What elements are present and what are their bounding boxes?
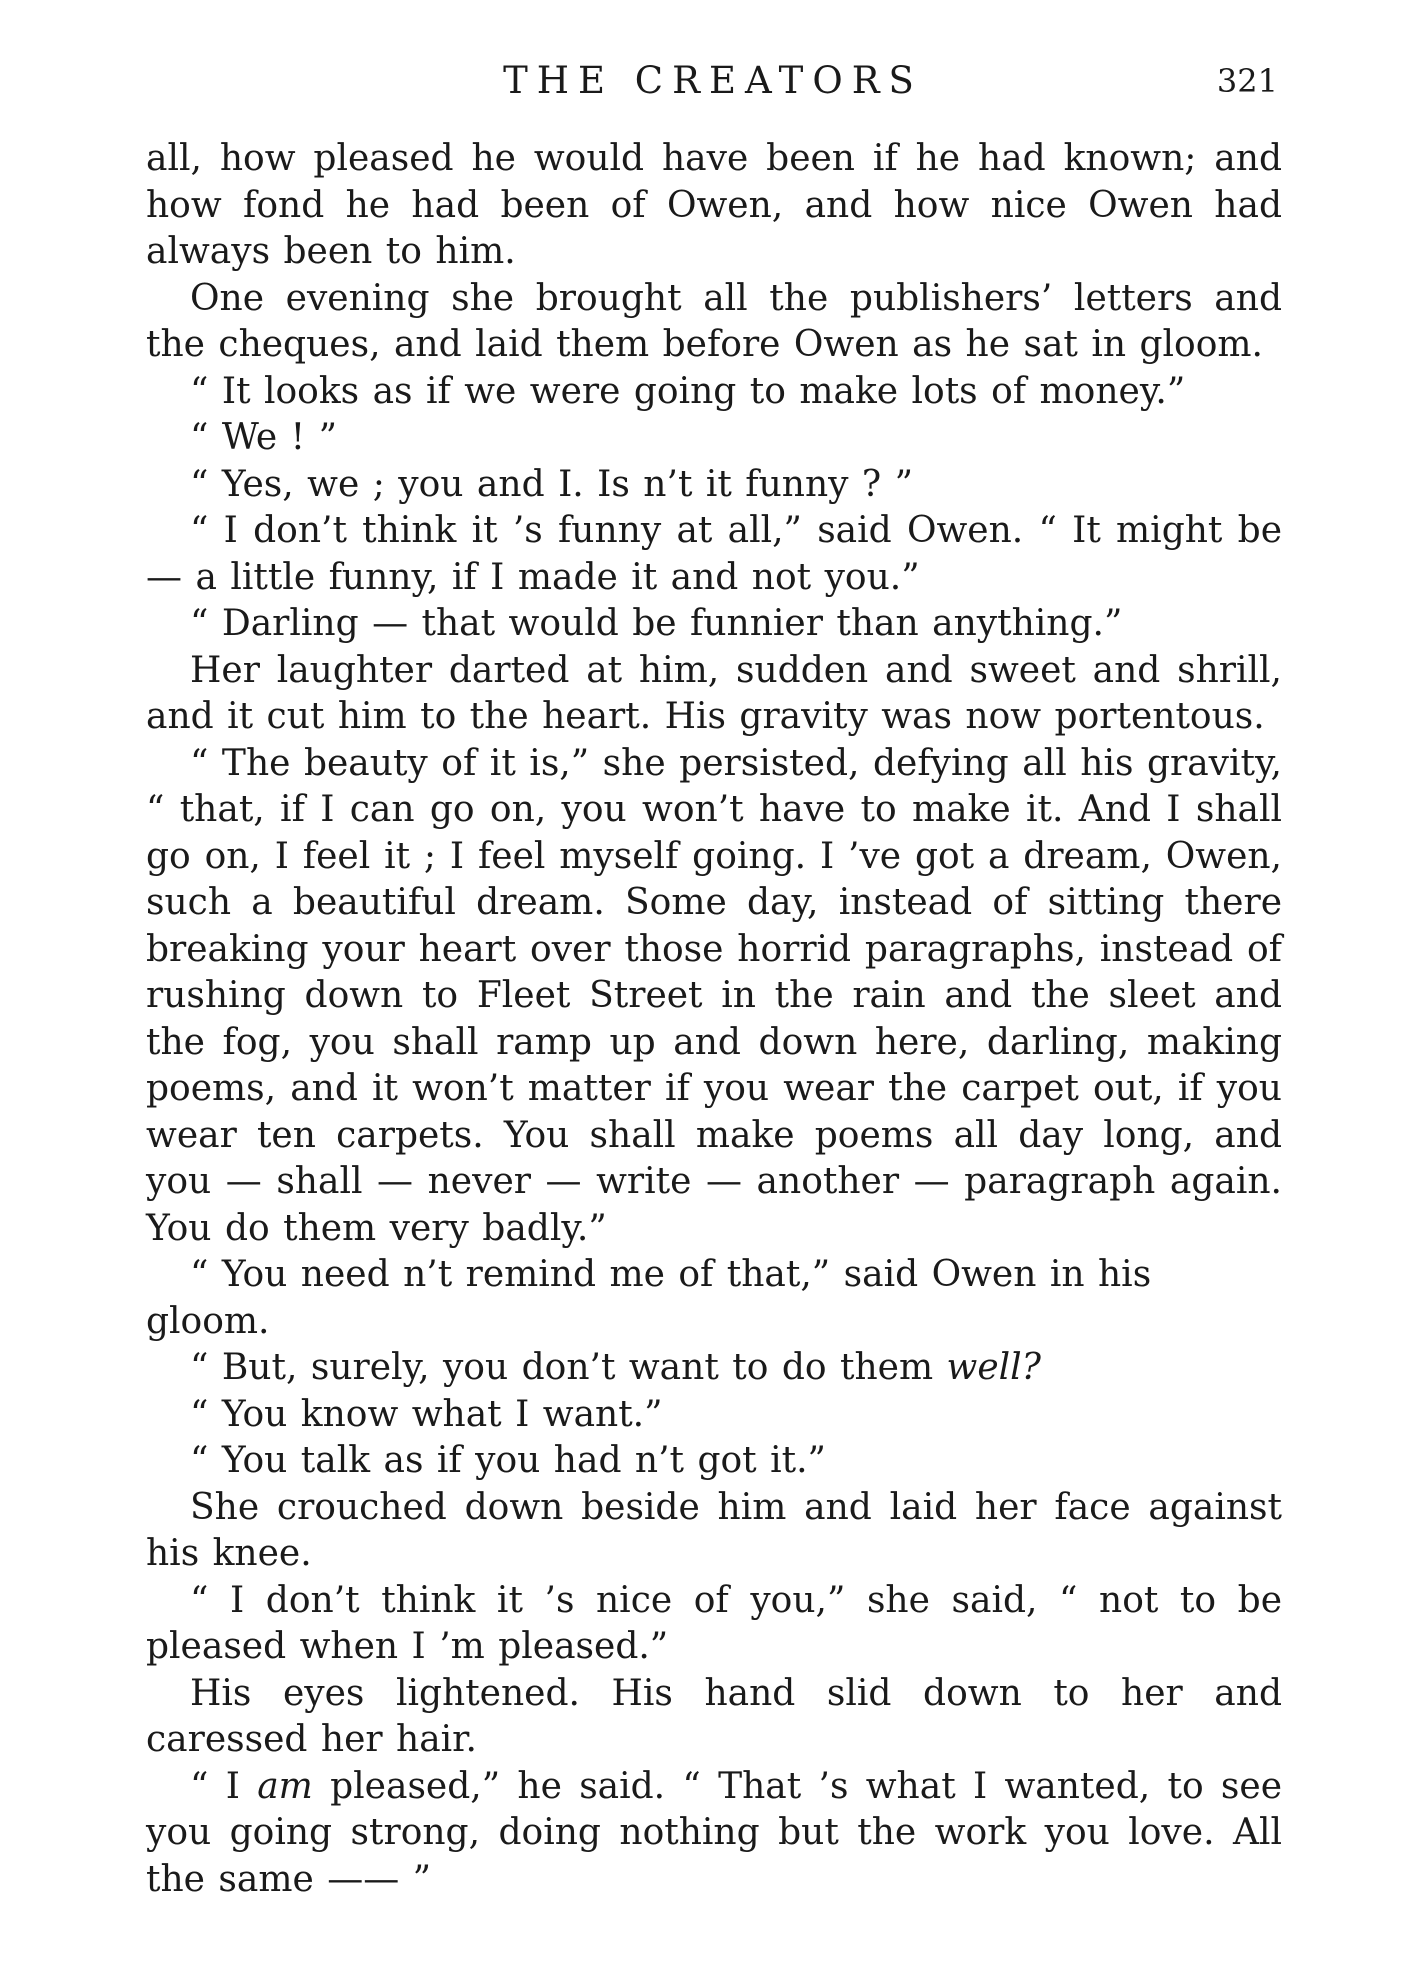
paragraph: “ But, surely, you don’t want to do them well?	[190, 1347, 1041, 1388]
paragraph: One evening she brought all the publishers’ letters and the cheques, and laid them before Owen as he sat in gloom.	[146, 277, 1282, 365]
paragraph: “ Yes, we ; you and I. Is n’t it funny ? ”	[190, 463, 914, 505]
paragraph: “ I don’t think it ’s nice of you,” she said, “ not to be pleased when I ’m pleased.”	[146, 1579, 1282, 1667]
running-title: THE CREATORS	[503, 59, 923, 102]
page-number: 321	[1216, 62, 1278, 100]
paragraph: “ You know what I want.”	[190, 1393, 663, 1435]
page-body	[146, 136, 1282, 1903]
paragraph: “ Darling — that would be funnier than anything.”	[190, 603, 1123, 644]
page-header	[146, 56, 1280, 106]
paragraph: “ I don’t think it ’s funny at all,” said Owen. “ It might be — a little funny, if I made it and not you.”	[146, 510, 1282, 598]
paragraph: “ You need n’t remind me of that,” said Owen in his gloom.	[146, 1254, 1152, 1342]
paragraph: “ I am pleased,” he said. “ That ’s what I wanted, to see you going strong, doing nothing but the work you love. All the same —— ”	[146, 1765, 1283, 1900]
paragraph: “ We ! ”	[190, 417, 337, 458]
paragraph: “ The beauty of it is,” she persisted, defying all his gravity, “ that, if I can go on, you won’t have to make it. And I shall go on, I feel it ; I feel myself going. I ’ve got a dream, Owen, such a beautiful dream. Some day, instead of sitting there breaking your heart over those horrid paragraphs, instead of rushing down to Fleet Street in the rain and the sleet and the fog, you shall ramp up and down here, darling, making poems, and it won’t matter if you wear the carpet out, if you wear ten carpets. You shall make poems all day long, and you — shall — never — write — another — paragraph again. You do them very badly.”	[146, 742, 1282, 1249]
italic-emphasis: well?	[946, 1347, 1041, 1388]
paragraph: His eyes lightened. His hand slid down to her and caressed her hair.	[146, 1672, 1282, 1760]
paragraph: “ You talk as if you had n’t got it.”	[190, 1440, 826, 1481]
paragraph: “ It looks as if we were going to make lots of money.”	[190, 370, 1186, 412]
italic-emphasis: am	[257, 1765, 313, 1807]
paragraph: all, how pleased he would have been if he had known; and how fond he had been of Owen, and how nice Owen had always been to him.	[146, 138, 1282, 272]
paragraph: Her laughter darted at him, sudden and sweet and shrill, and it cut him to the heart. His gravity was now portentous.	[146, 649, 1282, 737]
paragraph: She crouched down beside him and laid her face against his knee.	[146, 1486, 1282, 1574]
